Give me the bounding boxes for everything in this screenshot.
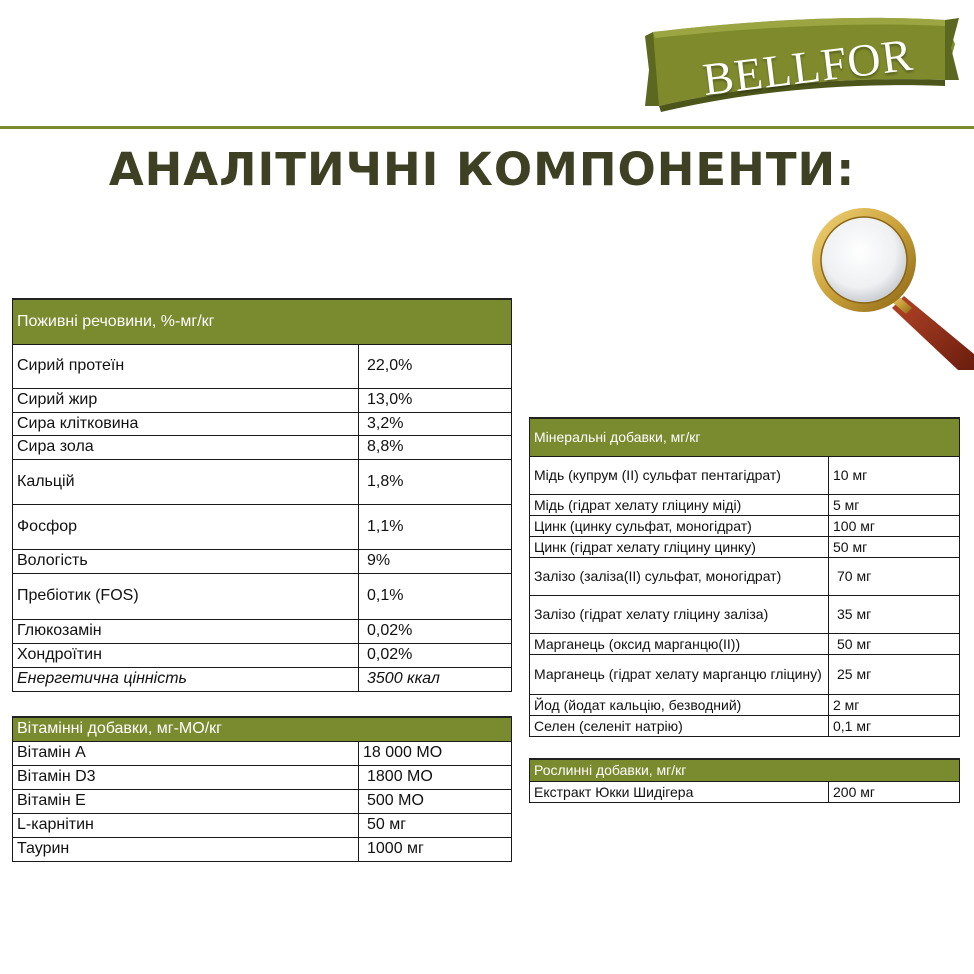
vitamin-value: 50 мг (359, 813, 512, 837)
table-row (13, 619, 512, 643)
mineral-name: Залізо (гідрат хелату гліцину заліза) (530, 595, 829, 633)
mineral-name: Залізо (заліза(II) сульфат, моногідрат) (530, 557, 829, 595)
magnifier-icon (808, 204, 974, 370)
table-row (13, 388, 512, 412)
nutrient-name: Вологість (13, 549, 359, 573)
nutrient-name: Фосфор (13, 504, 359, 549)
mineral-value: 35 мг (829, 595, 960, 633)
nutrient-name: Сира клітковина (13, 412, 359, 435)
nutrient-value: 0,02% (359, 619, 512, 643)
table-header-row (530, 759, 960, 781)
mineral-name: Мідь (купрум (II) сульфат пентагідрат) (530, 456, 829, 494)
plants-header: Рослинні добавки, мг/кг (530, 759, 960, 781)
mineral-value: 100 мг (829, 515, 960, 536)
mineral-value: 5 мг (829, 494, 960, 515)
mineral-value: 0,1 мг (829, 715, 960, 736)
table-row (530, 536, 960, 557)
table-row (13, 813, 512, 837)
nutrient-name: Хондроїтин (13, 643, 359, 667)
table-row (13, 435, 512, 459)
nutrient-value: 22,0% (359, 344, 512, 388)
nutrient-name: Пребіотик (FOS) (13, 573, 359, 619)
vitamin-name: L-карнітин (13, 813, 359, 837)
nutrient-value: 13,0% (359, 388, 512, 412)
table-header-row (13, 717, 512, 741)
vitamin-value: 1800 МО (359, 765, 512, 789)
nutrient-value: 3,2% (359, 412, 512, 435)
table-row (13, 765, 512, 789)
mineral-value: 70 мг (829, 557, 960, 595)
plant-value: 200 мг (829, 781, 960, 802)
vitamin-value: 1000 мг (359, 837, 512, 861)
vitamin-value: 500 МО (359, 789, 512, 813)
table-row (13, 344, 512, 388)
table-row (13, 504, 512, 549)
mineral-value: 2 мг (829, 694, 960, 715)
nutrient-value: 3500 ккал (359, 667, 512, 691)
table-row (530, 494, 960, 515)
table-row (13, 837, 512, 861)
table-row (530, 694, 960, 715)
brand-logo (645, 14, 960, 114)
nutrient-name: Енергетична цінність (13, 667, 359, 691)
vitamin-value: 18 000 МО (359, 741, 512, 765)
mineral-name: Марганець (гідрат хелату марганцю гліцину) (530, 654, 829, 694)
nutrient-name: Сирий жир (13, 388, 359, 412)
table-row (13, 412, 512, 435)
table-row (530, 456, 960, 494)
table-row (13, 741, 512, 765)
table-row (530, 654, 960, 694)
table-row (13, 459, 512, 504)
mineral-value: 50 мг (829, 633, 960, 654)
nutrient-value: 0,1% (359, 573, 512, 619)
nutrient-name: Глюкозамін (13, 619, 359, 643)
mineral-value: 50 мг (829, 536, 960, 557)
nutrient-name: Сирий протеїн (13, 344, 359, 388)
minerals-header: Мінеральні добавки, мг/кг (530, 418, 960, 456)
page-title: АНАЛІТИЧНІ КОМПОНЕНТИ: (108, 143, 856, 196)
table-row (530, 633, 960, 654)
table-header-row (13, 299, 512, 344)
table-row (530, 515, 960, 536)
logo-text: BELLFOR (699, 28, 916, 105)
vitamin-name: Вітамін Е (13, 789, 359, 813)
table-row (13, 573, 512, 619)
vitamin-name: Вітамін А (13, 741, 359, 765)
table-row (530, 781, 960, 802)
table-row (530, 595, 960, 633)
vitamin-name: Таурин (13, 837, 359, 861)
nutrient-name: Кальцій (13, 459, 359, 504)
nutrients-table (12, 298, 512, 692)
table-row (13, 667, 512, 691)
nutrient-value: 8,8% (359, 435, 512, 459)
plant-name: Екстракт Юкки Шидігера (530, 781, 829, 802)
nutrients-header: Поживні речовини, %-мг/кг (13, 299, 512, 344)
mineral-name: Селен (селеніт натрію) (530, 715, 829, 736)
table-row (530, 557, 960, 595)
table-row (13, 549, 512, 573)
mineral-name: Йод (йодат кальцію, безводний) (530, 694, 829, 715)
mineral-value: 10 мг (829, 456, 960, 494)
vitamins-header: Вітамінні добавки, мг-МО/кг (13, 717, 512, 741)
table-row (13, 789, 512, 813)
table-header-row (530, 418, 960, 456)
mineral-value: 25 мг (829, 654, 960, 694)
nutrient-value: 0,02% (359, 643, 512, 667)
mineral-name: Цинк (цинку сульфат, моногідрат) (530, 515, 829, 536)
vitamin-name: Вітамін D3 (13, 765, 359, 789)
minerals-table (529, 417, 960, 737)
mineral-name: Цинк (гідрат хелату гліцину цинку) (530, 536, 829, 557)
plants-table (529, 758, 960, 803)
header-divider (0, 126, 974, 129)
vitamins-table (12, 716, 512, 862)
nutrient-value: 9% (359, 549, 512, 573)
nutrient-name: Сира зола (13, 435, 359, 459)
table-row (13, 643, 512, 667)
nutrient-value: 1,8% (359, 459, 512, 504)
table-row (530, 715, 960, 736)
nutrient-value: 1,1% (359, 504, 512, 549)
mineral-name: Мідь (гідрат хелату гліцину міді) (530, 494, 829, 515)
mineral-name: Марганець (оксид марганцю(II)) (530, 633, 829, 654)
